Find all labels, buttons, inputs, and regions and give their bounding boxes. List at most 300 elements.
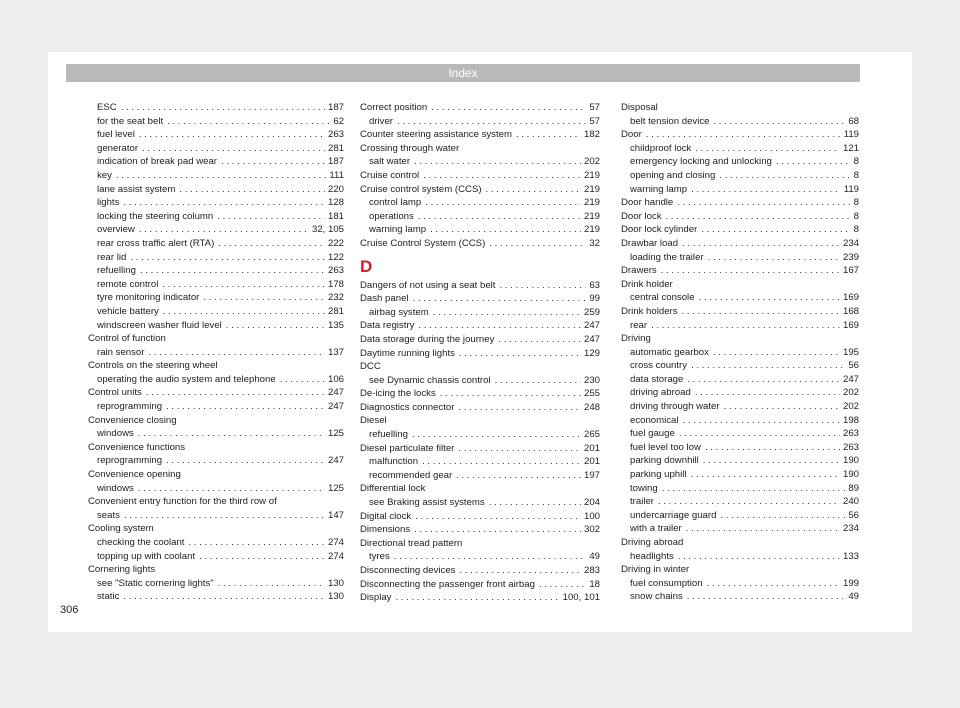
index-entry (360, 550, 600, 564)
entry-page-ref[interactable]: 302 (583, 524, 600, 536)
entry-term: Digital clock (360, 510, 412, 522)
dot-leader (646, 128, 841, 142)
entry-term: vehicle battery (97, 305, 159, 317)
entry-term: Dangers of not using a seat belt (360, 279, 496, 291)
dot-leader (431, 101, 586, 115)
index-entry (621, 590, 859, 604)
dot-leader (138, 482, 325, 496)
index-entry (88, 590, 344, 604)
entry-page-ref[interactable]: 49 (848, 591, 859, 603)
index-entry (621, 482, 859, 496)
dot-leader (146, 386, 325, 400)
entry-term: snow chains (630, 591, 683, 603)
index-heading: Directional tread pattern (360, 537, 463, 549)
dot-leader (720, 509, 845, 523)
entry-page-ref[interactable]: 119 (843, 183, 859, 195)
index-entry (621, 115, 859, 129)
entry-page-ref[interactable]: 125 (327, 482, 344, 494)
index-entry (88, 386, 344, 400)
dot-leader (199, 550, 325, 564)
entry-page-ref[interactable]: 220 (327, 183, 344, 195)
entry-term: Data storage during the journey (360, 333, 495, 345)
index-entry (621, 169, 859, 183)
dot-leader (397, 115, 586, 129)
entry-page-ref[interactable]: 56 (848, 360, 859, 372)
index-entry (360, 183, 600, 197)
index-entry (88, 155, 344, 169)
dot-leader (418, 210, 581, 224)
entry-term: windows (97, 428, 134, 440)
dot-leader (678, 550, 840, 564)
dot-leader (539, 578, 586, 592)
dot-leader (280, 373, 325, 387)
entry-term: indication of break pad wear (97, 156, 217, 168)
entry-page-ref[interactable]: 137 (327, 346, 344, 358)
index-entry (88, 278, 344, 292)
dot-leader (651, 319, 840, 333)
entry-page-ref[interactable]: 8 (853, 197, 859, 209)
dot-leader (414, 155, 581, 169)
entry-page-ref[interactable]: 187 (327, 156, 344, 168)
entry-page-ref[interactable]: 178 (327, 278, 344, 290)
entry-page-ref[interactable]: 201 (583, 442, 600, 454)
entry-term: undercarriage guard (630, 509, 717, 521)
index-entry (360, 306, 600, 320)
index-entry (621, 522, 859, 536)
entry-page-ref[interactable]: 247 (842, 373, 859, 385)
entry-page-ref[interactable]: 130 (327, 591, 344, 603)
entry-page-ref[interactable]: 62 (333, 115, 344, 127)
dot-leader (217, 210, 325, 224)
entry-term: Counter steering assistance system (360, 129, 512, 141)
dot-leader (691, 359, 845, 373)
entry-term: Daytime running lights (360, 347, 455, 359)
index-entry (621, 264, 859, 278)
dot-leader (458, 442, 581, 456)
entry-term: salt water (369, 156, 411, 168)
entry-term: Cruise control system (CCS) (360, 183, 482, 195)
index-column-2 (360, 101, 600, 605)
entry-page-ref[interactable]: 190 (842, 455, 859, 467)
dot-leader (705, 441, 840, 455)
entry-term: operations (369, 210, 414, 222)
dot-leader (459, 347, 581, 361)
index-entry (621, 495, 859, 509)
dot-leader (425, 196, 581, 210)
dot-leader (687, 373, 840, 387)
index-entry (88, 373, 344, 387)
index-entry (88, 142, 344, 156)
entry-term: cross country (630, 360, 688, 372)
entry-page-ref[interactable]: 167 (842, 265, 859, 277)
entry-term: fuel level (97, 129, 135, 141)
index-entry (88, 251, 344, 265)
dot-leader (142, 142, 325, 156)
entry-term: tyre monitoring indicator (97, 292, 200, 304)
entry-page-ref[interactable]: 8 (853, 156, 859, 168)
index-entry (621, 210, 859, 224)
index-entry (360, 401, 600, 415)
dot-leader (724, 400, 840, 414)
index-entry (360, 455, 600, 469)
index-entry (88, 454, 344, 468)
entry-page-ref[interactable]: 181 (327, 210, 344, 222)
entry-term: Drink holders (621, 305, 678, 317)
entry-term: Correct position (360, 102, 428, 113)
dot-leader (221, 155, 325, 169)
index-heading: Drink holder (621, 278, 673, 290)
entry-page-ref[interactable]: 8 (853, 169, 859, 181)
entry-term: fuel level too low (630, 441, 701, 453)
index-entry (621, 386, 859, 400)
entry-page-ref[interactable]: 197 (583, 469, 600, 481)
entry-page-ref[interactable]: 190 (842, 469, 859, 481)
entry-term: Drawers (621, 265, 657, 277)
dot-leader (701, 223, 850, 237)
entry-page-ref[interactable]: 182 (583, 129, 600, 141)
dot-leader (123, 590, 325, 604)
index-entry (360, 578, 600, 592)
index-heading: Disposal (621, 102, 658, 113)
index-entry (88, 169, 344, 183)
dot-leader (123, 196, 325, 210)
entry-page-ref[interactable]: 202 (842, 387, 859, 399)
dot-leader (179, 183, 325, 197)
dot-leader (167, 115, 330, 129)
dot-leader (218, 237, 325, 251)
entry-page-ref[interactable]: 247 (327, 387, 344, 399)
entry-page-ref[interactable]: 222 (327, 237, 344, 249)
entry-term: Cruise control (360, 169, 420, 181)
dot-leader (703, 454, 840, 468)
entry-page-ref[interactable]: 201 (583, 456, 600, 468)
index-entry (621, 223, 859, 237)
entry-term: parking uphill (630, 469, 687, 481)
index-entry (360, 442, 600, 456)
entry-page-ref[interactable]: 234 (842, 523, 859, 535)
index-entry (360, 115, 600, 129)
index-entry (621, 251, 859, 265)
index-entry (621, 237, 859, 251)
index-heading: Convenience opening (88, 469, 181, 481)
index-entry (360, 347, 600, 361)
entry-page-ref[interactable]: 100 (583, 510, 600, 522)
dot-leader (683, 414, 840, 428)
entry-page-ref[interactable]: 265 (583, 429, 600, 441)
dot-leader (148, 346, 325, 360)
index-entry (88, 346, 344, 360)
entry-page-ref[interactable]: 187 (327, 102, 344, 113)
dot-leader (695, 142, 840, 156)
entry-page-ref[interactable]: 99 (589, 293, 600, 305)
entry-term: emergency locking and unlocking (630, 156, 772, 168)
dot-leader (516, 128, 581, 142)
entry-page-ref[interactable]: 130 (327, 577, 344, 589)
entry-term: warning lamp (630, 183, 688, 195)
entry-page-ref[interactable]: 147 (327, 509, 344, 521)
entry-page-ref[interactable]: 111 (329, 169, 344, 181)
entry-term: automatic gearbox (630, 346, 709, 358)
entry-term: belt tension device (630, 115, 710, 127)
entry-page-ref[interactable]: 219 (583, 224, 600, 236)
entry-page-ref[interactable]: 89 (848, 482, 859, 494)
index-entry (621, 441, 859, 455)
entry-page-ref[interactable]: 202 (842, 401, 859, 413)
dot-leader (776, 155, 851, 169)
entry-page-ref[interactable]: 125 (327, 428, 344, 440)
dot-leader (166, 454, 325, 468)
entry-term: see Braking assist systems (369, 497, 485, 509)
entry-page-ref[interactable]: 199 (842, 577, 859, 589)
entry-page-ref[interactable]: 219 (583, 169, 600, 181)
dot-leader (140, 264, 325, 278)
entry-page-ref[interactable]: 169 (842, 292, 859, 304)
dot-leader (415, 510, 581, 524)
entry-page-ref[interactable]: 135 (327, 319, 344, 331)
index-entry (621, 577, 859, 591)
index-entry (360, 237, 600, 251)
dot-leader (162, 278, 325, 292)
entry-term: headlights (630, 550, 674, 562)
entry-page-ref[interactable]: 49 (589, 551, 600, 563)
entry-term: refuelling (97, 265, 136, 277)
dot-leader (138, 427, 325, 441)
index-entry (360, 223, 600, 237)
dot-leader (682, 237, 840, 251)
entry-term: locking the steering column (97, 210, 214, 222)
index-entry (621, 291, 859, 305)
entry-term: topping up with coolant (97, 550, 196, 562)
entry-term: operating the audio system and telephone (97, 373, 276, 385)
entry-page-ref[interactable]: 274 (327, 550, 344, 562)
entry-page-ref[interactable]: 128 (327, 197, 344, 209)
entry-term: central console (630, 292, 695, 304)
dot-leader (203, 291, 325, 305)
index-entry (360, 196, 600, 210)
entry-page-ref[interactable]: 247 (327, 401, 344, 413)
dot-leader (226, 319, 325, 333)
index-entry (360, 319, 600, 333)
entry-term: driving through water (630, 401, 720, 413)
entry-page-ref[interactable]: 32 (589, 237, 600, 249)
entry-term: driver (369, 115, 393, 127)
dot-leader (430, 223, 581, 237)
index-entry (88, 183, 344, 197)
entry-page-ref[interactable]: 106 (327, 373, 344, 385)
entry-term: economical (630, 414, 679, 426)
entry-term: generator (97, 142, 139, 154)
dot-leader (486, 183, 581, 197)
entry-term: childproof lock (630, 142, 692, 154)
index-heading: Control of function (88, 333, 166, 345)
index-entry (360, 292, 600, 306)
entry-page-ref[interactable]: 255 (583, 388, 600, 400)
entry-page-ref[interactable]: 129 (583, 347, 600, 359)
entry-page-ref[interactable]: 202 (583, 156, 600, 168)
index-entry (621, 359, 859, 373)
entry-page-ref[interactable]: 56 (848, 509, 859, 521)
index-entry (88, 427, 344, 441)
dot-leader (695, 386, 840, 400)
entry-page-ref[interactable]: 198 (842, 414, 859, 426)
entry-term: driving abroad (630, 387, 691, 399)
entry-term: with a trailer (630, 523, 682, 535)
entry-page-ref[interactable]: 63 (589, 279, 600, 291)
index-entry (360, 155, 600, 169)
dot-leader (422, 455, 581, 469)
dot-leader (687, 590, 846, 604)
entry-term: opening and closing (630, 169, 716, 181)
entry-term: see "Static cornering lights" (97, 577, 214, 589)
entry-page-ref[interactable]: 119 (843, 129, 859, 141)
dot-leader (433, 306, 581, 320)
dot-leader (662, 482, 846, 496)
entry-page-ref[interactable]: 57 (589, 102, 600, 113)
dot-leader (699, 291, 840, 305)
dot-leader (166, 400, 325, 414)
entry-page-ref[interactable]: 281 (327, 142, 344, 154)
dot-leader (499, 279, 586, 293)
index-entry (88, 482, 344, 496)
entry-term: rain sensor (97, 346, 145, 358)
entry-page-ref[interactable]: 68 (848, 115, 859, 127)
index-entry (621, 346, 859, 360)
index-heading: Cooling system (88, 523, 154, 535)
entry-page-ref[interactable]: 100, 101 (562, 592, 600, 604)
index-entry (360, 387, 600, 401)
entry-term: rear cross traffic alert (RTA) (97, 237, 215, 249)
dot-leader (459, 564, 581, 578)
index-entry (360, 564, 600, 578)
page-header (66, 64, 860, 82)
entry-page-ref[interactable]: 18 (589, 578, 600, 590)
entry-page-ref[interactable]: 263 (842, 428, 859, 440)
entry-page-ref[interactable]: 274 (327, 537, 344, 548)
dot-leader (218, 577, 325, 591)
index-heading: Crossing through water (360, 142, 460, 154)
entry-page-ref[interactable]: 219 (583, 183, 600, 195)
index-entry (360, 210, 600, 224)
entry-page-ref[interactable]: 8 (853, 210, 859, 222)
index-heading: Diesel (360, 415, 387, 427)
entry-page-ref[interactable]: 281 (327, 305, 344, 317)
dot-leader (707, 577, 840, 591)
dot-leader (423, 169, 581, 183)
entry-page-ref[interactable]: 247 (583, 333, 600, 345)
entry-term: rear lid (97, 251, 127, 263)
entry-page-ref[interactable]: 239 (842, 251, 859, 263)
entry-page-ref[interactable]: 247 (583, 320, 600, 332)
entry-page-ref[interactable]: 248 (583, 401, 600, 413)
index-heading: Cornering lights (88, 564, 156, 576)
entry-term: for the seat belt (97, 115, 164, 127)
entry-page-ref[interactable]: 247 (327, 455, 344, 467)
entry-page-ref[interactable]: 133 (842, 550, 859, 562)
entry-term: Door handle (621, 197, 674, 209)
dot-leader (163, 305, 325, 319)
entry-page-ref[interactable]: 263 (327, 129, 344, 141)
entry-page-ref[interactable]: 259 (583, 306, 600, 318)
dot-leader (666, 210, 851, 224)
dot-leader (418, 319, 581, 333)
entry-page-ref[interactable]: 263 (327, 265, 344, 277)
entry-term: reprogramming (97, 455, 163, 467)
index-entry (88, 550, 344, 564)
entry-page-ref[interactable]: 8 (853, 224, 859, 236)
index-heading: Differential lock (360, 483, 426, 495)
entry-page-ref[interactable]: 204 (583, 497, 600, 509)
index-heading: Controls on the steering wheel (88, 360, 218, 372)
entry-page-ref[interactable]: 263 (842, 441, 859, 453)
entry-page-ref[interactable]: 240 (842, 496, 859, 508)
dot-leader (394, 550, 587, 564)
index-entry (621, 427, 859, 441)
entry-page-ref[interactable]: 234 (842, 237, 859, 249)
entry-page-ref[interactable]: 121 (842, 142, 859, 154)
entry-term: lane assist system (97, 183, 176, 195)
entry-term: Display (360, 592, 392, 604)
index-entry (621, 128, 859, 142)
index-entry (88, 128, 344, 142)
index-entry (88, 196, 344, 210)
index-entry (360, 428, 600, 442)
section-letter: D (360, 256, 373, 276)
dot-leader (677, 196, 850, 210)
dot-leader (139, 223, 309, 237)
entry-term: Door lock cylinder (621, 224, 698, 236)
entry-term: key (97, 169, 112, 181)
index-entry (88, 223, 344, 237)
index-entry (88, 305, 344, 319)
entry-page-ref[interactable]: 219 (583, 197, 600, 209)
entry-term: Dash panel (360, 293, 409, 305)
entry-page-ref[interactable]: 169 (842, 319, 859, 331)
entry-term: Dimensions (360, 524, 411, 536)
index-entry (621, 319, 859, 333)
entry-page-ref[interactable]: 232 (327, 292, 344, 304)
entry-term: Door (621, 129, 642, 141)
dot-leader (661, 264, 840, 278)
dot-leader (691, 468, 840, 482)
entry-term: reprogramming (97, 401, 163, 413)
index-entry (88, 400, 344, 414)
index-entry (88, 101, 344, 115)
entry-term: warning lamp (369, 224, 427, 236)
entry-page-ref[interactable]: 230 (583, 374, 600, 386)
dot-leader (188, 536, 325, 550)
entry-term: fuel gauge (630, 428, 675, 440)
index-entry (88, 210, 344, 224)
entry-page-ref[interactable]: 195 (842, 346, 859, 358)
index-entry (360, 591, 600, 605)
entry-page-ref[interactable]: 219 (583, 210, 600, 222)
index-heading: Convenient entry function for the third row of (88, 496, 277, 508)
header-title: Index (448, 66, 478, 80)
entry-page-ref[interactable]: 32, 105 (311, 224, 344, 236)
entry-term: Disconnecting devices (360, 565, 456, 576)
index-entry (621, 454, 859, 468)
entry-page-ref[interactable]: 57 (589, 115, 600, 127)
entry-term: trailer (630, 496, 654, 508)
dot-leader (713, 346, 840, 360)
entry-page-ref[interactable]: 168 (842, 305, 859, 317)
index-entry (360, 510, 600, 524)
entry-term: Cruise Control System (CCS) (360, 237, 486, 249)
dot-leader (708, 251, 840, 265)
dot-leader (414, 523, 581, 537)
entry-page-ref[interactable]: 283 (583, 565, 600, 576)
entry-page-ref[interactable]: 122 (327, 251, 344, 263)
